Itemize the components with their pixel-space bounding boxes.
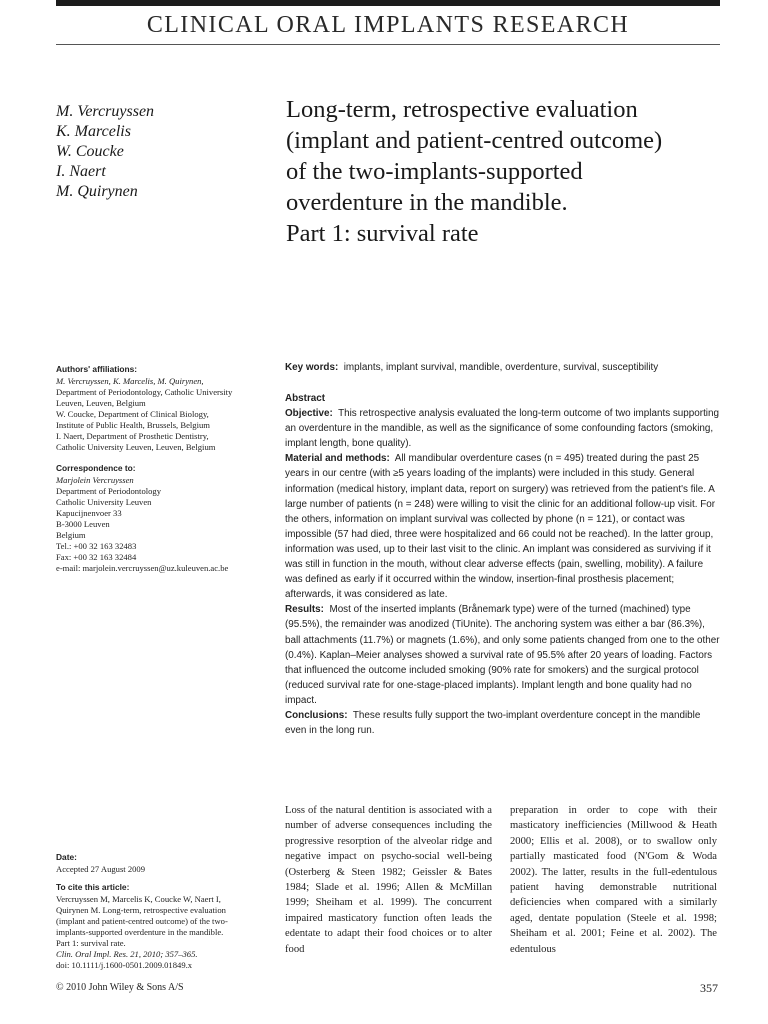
correspondence-line: Kapucijnenvoer 33 (56, 508, 122, 518)
title-line: overdenture in the mandible. (286, 189, 568, 216)
affiliations (56, 364, 271, 453)
author: W. Coucke (56, 143, 124, 160)
correspondence (56, 463, 271, 574)
affiliation-line: M. Vercruyssen, K. Marcelis, M. Quirynen, (56, 376, 204, 386)
correspondence-line: Tel.: +00 32 163 32483 (56, 541, 137, 551)
date-heading: Date: (56, 852, 77, 862)
section-label: Results: (285, 604, 324, 616)
correspondence-line: Department of Periodontology (56, 486, 162, 496)
author: M. Vercruyssen (56, 103, 155, 120)
citation-line: (implant and patient-centred outcome) of the two- (56, 916, 228, 926)
section-text: This retrospective analysis evaluated the long-term outcome of two implants supporting an overdenture in the mandible, as well as the significance of some confounding factors (smoking, implant length, bone quality). (285, 408, 719, 450)
affiliation-line: I. Naert, Department of Prosthetic Dentistry, (56, 431, 209, 441)
section-text: All mandibular overdenture cases (n = 495) treated during the past 25 years in our centre (with ≥5 years loading of the implants) were included in this study. General information (medical history, implant data, report on surgery) was retrieved from the patient's file. A large number of patients (n = 248) were willing to visit the clinic for an additional follow-up visit. For the others, information on implant survival was collected by phone (n = 121), or contact was impossible (57 had died, three were hospitalized and 66 could not be reached). In the latter group, information was used, up to their last visit to the clinic. An implant was considered as surviving if it was still in function in the mouth, without clear adverse effects (pain, swelling, mobility). A failure was defined as early if it occurred within the window, insertion-final prosthesis placement; afterwards, it was considered as late. (285, 453, 716, 601)
citation-line: Part 1: survival rate. (56, 938, 126, 948)
affiliation-line: Institute of Public Health, Brussels, Belgium (56, 420, 210, 430)
keywords-text: implants, implant survival, mandible, overdenture, survival, susceptibility (343, 362, 659, 373)
citation-line: implants-supported overdenture in the mandible. (56, 927, 224, 937)
title-line: Long-term, retrospective evaluation (286, 96, 638, 123)
keywords (285, 360, 722, 375)
abstract-section-objective (285, 406, 722, 451)
section-text: These results fully support the two-implant overdenture concept in the mandible even in the long run. (285, 709, 701, 737)
section-text: Most of the inserted implants (Brånemark type) were of the turned (machined) type (95.5%), the remainder was anodized (TiUnite). The anchoring system was either a bar (86.3%), ball attachments (11.7%) or magnets (1.6%), and only some patients changed from one to the other (0.4%). Kaplan–Meier analyses showed a survival rate of 95.5% after 20 years of loading. Factors that influenced the outcome included smoking (90% rate for smokers) and the surgical protocol (reduced survival rate for one-stage-placed implants). Implant length and bone quality had no impact. (285, 604, 720, 706)
body-column-2: preparation in order to cope with their masticatory inefficiencies (Millwood & Heath 2000; Ellis et al. 2008), or to swallow only partially masticated food (N'Gom & Woda 2002). The latter, results in the full-edentulous patient having demonstrable nutritional deficiencies when compared with a similarly aged, dentate population (Steele et al. 1998; Sheiham et al. 2001; Feine et al. 2002). The edentulous (510, 805, 717, 955)
affiliation-line: Catholic University Leuven, Leuven, Belgium (56, 442, 216, 452)
abstract-section-methods (285, 451, 722, 602)
citation-line: Vercruyssen M, Marcelis K, Coucke W, Naert I, (56, 894, 221, 904)
abstract (285, 391, 722, 738)
correspondence-line: B-3000 Leuven (56, 519, 110, 529)
header-rule (56, 44, 720, 45)
email-link[interactable]: e-mail: marjolein.vercruyssen@uz.kuleuven.ac.be (56, 563, 229, 573)
correspondence-line: Belgium (56, 530, 86, 540)
title-line: (implant and patient-centred outcome) (286, 127, 663, 154)
date-block (56, 852, 271, 875)
correspondence-line: Fax: +00 32 163 32484 (56, 552, 137, 562)
page-number: 357 (700, 981, 718, 995)
abstract-heading: Abstract (285, 393, 326, 404)
date-value: Accepted 27 August 2009 (56, 864, 146, 874)
top-bar (56, 0, 720, 6)
abstract-section-results (285, 602, 722, 708)
citation-block (56, 882, 271, 971)
citation-heading: To cite this article: (56, 882, 130, 892)
author-list (56, 102, 154, 202)
title-line: Part 1: survival rate (286, 220, 479, 247)
copyright: © 2010 John Wiley & Sons A/S (56, 982, 184, 993)
affiliation-line: Leuven, Leuven, Belgium (56, 398, 146, 408)
correspondence-name: Marjolein Vercruyssen (56, 475, 134, 485)
abstract-section-conclusions (285, 708, 722, 738)
citation-line: Clin. Oral Impl. Res. 21, 2010; 357–365. (56, 949, 198, 959)
affiliation-line: W. Coucke, Department of Clinical Biology, (56, 409, 209, 419)
article-title (286, 94, 726, 249)
correspondence-heading: Correspondence to: (56, 463, 136, 473)
citation-line: Quirynen M. Long-term, retrospective evaluation (56, 905, 226, 915)
author: K. Marcelis (56, 123, 131, 140)
correspondence-line: Catholic University Leuven (56, 497, 152, 507)
doi-link[interactable]: doi: 10.1111/j.1600-0501.2009.01849.x (56, 960, 193, 970)
section-label: Objective: (285, 408, 333, 420)
title-line: of the two-implants-supported (286, 158, 583, 185)
section-label: Material and methods: (285, 453, 390, 465)
affiliation-line: Department of Periodontology, Catholic University (56, 387, 233, 397)
section-label: Conclusions: (285, 709, 348, 721)
keywords-label: Key words: (285, 362, 339, 373)
author: I. Naert (56, 163, 106, 180)
body-column-1: Loss of the natural dentition is associated with a number of adverse consequences including the progressive resorption of the alveolar ridge and negative impact on psycho-social well-being (Osterberg & Steen 1982; Geissler & Bates 1984; Slade et al. 1996; Allen & McMillan 1999; Sheiham et al. 1999). The concurrent impaired masticatory function often leads the edentate to adapt their food choices or to alter food (285, 805, 492, 955)
affiliations-heading: Authors' affiliations: (56, 364, 138, 374)
author: M. Quirynen (56, 183, 138, 200)
journal-title: CLINICAL ORAL IMPLANTS RESEARCH (146, 12, 630, 38)
